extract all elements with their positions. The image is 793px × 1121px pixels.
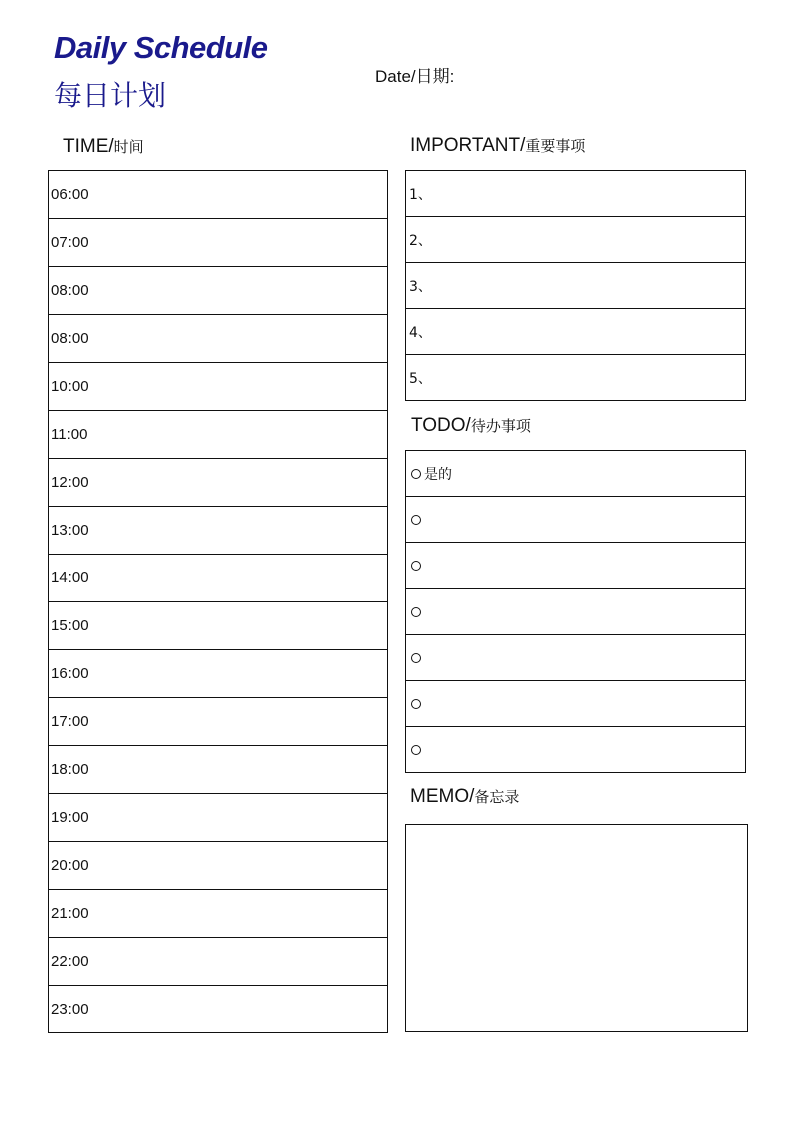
time-slot-label: 08:00 [51,329,89,347]
todo-heading-en: TODO/ [411,415,471,436]
todo-item-row[interactable] [406,681,745,727]
important-item-row[interactable] [406,263,745,309]
time-slot-row[interactable] [49,171,387,219]
time-slot-label: 10:00 [51,377,89,395]
time-slot-label: 18:00 [51,761,89,779]
checkbox-circle-icon[interactable] [411,607,421,617]
memo-heading-cn: 备忘录 [474,788,520,806]
todo-item-row[interactable] [406,543,745,589]
todo-item-row[interactable] [406,589,745,635]
time-slot-label: 16:00 [51,665,89,683]
memo-heading-en: MEMO/ [410,786,475,807]
time-slot-label: 11:00 [51,425,88,443]
important-item-row[interactable] [406,309,745,355]
todo-list [405,450,746,773]
important-heading-cn: 重要事项 [525,137,586,155]
important-item-row[interactable] [406,171,745,217]
checkbox-circle-icon[interactable] [411,699,421,709]
important-heading-en: IMPORTANT/ [410,135,526,156]
time-slot-row[interactable] [49,986,387,1034]
time-slot-row[interactable] [49,938,387,986]
time-slot-label: 22:00 [51,952,89,970]
time-table [48,170,388,1033]
todo-item-row[interactable] [406,451,745,497]
time-slot-label: 17:00 [51,713,89,731]
time-slot-row[interactable] [49,315,387,363]
important-item-number: 5、 [409,371,432,387]
memo-section-heading [410,786,519,808]
checkbox-circle-icon[interactable] [411,515,421,525]
time-slot-label: 19:00 [51,809,89,827]
time-heading-en: TIME/ [63,136,114,157]
time-section-heading [63,136,144,158]
time-slot-label: 06:00 [51,185,89,203]
time-slot-row[interactable] [49,267,387,315]
time-slot-label: 23:00 [51,1001,89,1019]
time-slot-label: 13:00 [51,521,89,539]
time-slot-label: 15:00 [51,617,89,635]
time-slot-label: 14:00 [51,569,89,587]
time-slot-label: 07:00 [51,233,89,251]
checkbox-circle-icon[interactable] [411,745,421,755]
important-section-heading [410,135,585,157]
todo-section-heading [411,415,531,437]
important-item-number: 1、 [409,186,432,203]
important-item-number: 4、 [409,324,432,341]
checkbox-circle-icon[interactable] [411,561,421,571]
date-label: Date/日期: [375,67,455,86]
time-slot-row[interactable] [49,363,387,411]
important-list [405,170,746,401]
important-item-row[interactable] [406,355,745,401]
todo-heading-cn: 待办事项 [470,417,531,435]
time-slot-row[interactable] [49,219,387,267]
important-item-row[interactable] [406,217,745,263]
time-slot-row[interactable] [49,890,387,938]
todo-item-row[interactable] [406,635,745,681]
todo-item-text: 是的 [424,466,452,483]
time-slot-row[interactable] [49,555,387,603]
time-slot-label: 12:00 [51,473,89,491]
time-slot-row[interactable] [49,842,387,890]
checkbox-circle-icon[interactable] [411,469,421,479]
title-chinese: 每日计划 [54,79,167,112]
memo-area[interactable] [405,824,748,1032]
todo-item-row[interactable] [406,497,745,543]
time-slot-label: 21:00 [51,905,89,923]
checkbox-circle-icon[interactable] [411,653,421,663]
time-slot-row[interactable] [49,507,387,555]
todo-item-row[interactable] [406,727,745,773]
time-slot-row[interactable] [49,650,387,698]
time-heading-cn: 时间 [113,138,144,156]
important-item-number: 3、 [409,278,432,295]
time-slot-row[interactable] [49,746,387,794]
time-slot-row[interactable] [49,794,387,842]
time-slot-row[interactable] [49,459,387,507]
important-item-number: 2、 [409,232,432,249]
title-english: Daily Schedule [54,30,268,65]
time-slot-label: 20:00 [51,857,89,875]
time-slot-row[interactable] [49,602,387,650]
time-slot-row[interactable] [49,698,387,746]
time-slot-row[interactable] [49,411,387,459]
time-slot-label: 08:00 [51,281,89,299]
